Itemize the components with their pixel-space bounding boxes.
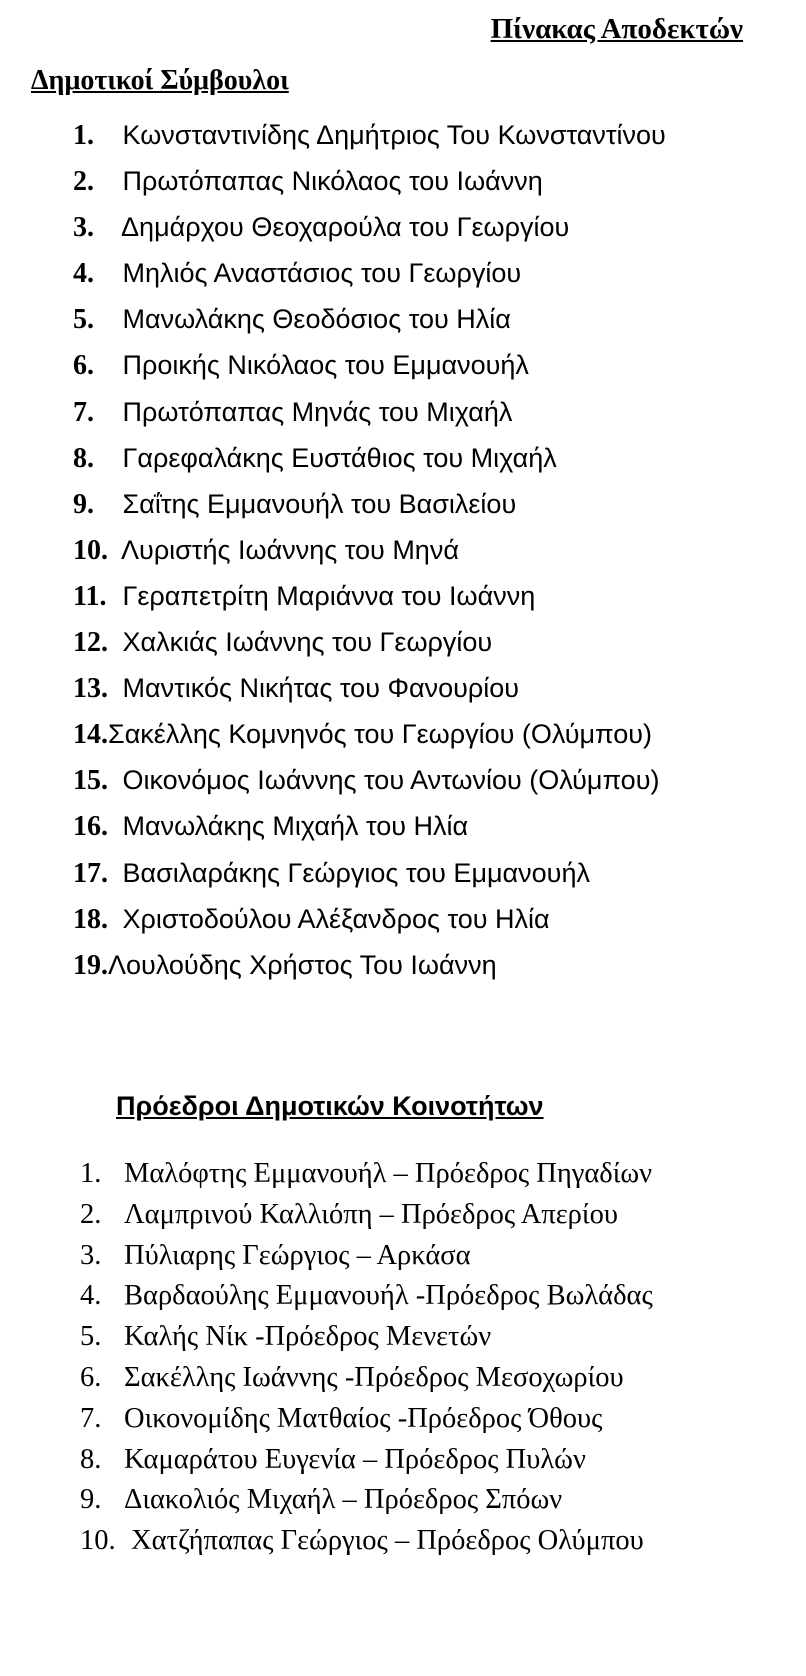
item-number: 3.: [80, 1239, 102, 1271]
list-item: [73, 204, 666, 250]
item-number: 16.: [73, 811, 108, 843]
item-text: Κωνσταντινίδης Δημήτριος Του Κωνσταντίνου: [122, 120, 666, 150]
item-text: Σακέλλης Κομνηνός του Γεωργίου (Ολύμπου): [108, 719, 653, 750]
item-text: Σαΐτης Εμμανουήλ του Βασιλείου: [122, 488, 517, 519]
item-text: Λυριστής Ιωάννης του Μηνά: [121, 534, 459, 565]
item-text: Μαλόφτης Εμμανουήλ – Πρόεδρος Πηγαδίων: [124, 1158, 653, 1189]
list-item: [73, 342, 666, 388]
list-item: [80, 1275, 653, 1316]
item-number: 19.: [73, 949, 108, 981]
list-item: [80, 1316, 653, 1357]
item-number: 11.: [73, 580, 107, 612]
item-number: 14.: [73, 719, 108, 751]
item-text: Βασιλαράκης Γεώργιος του Εμμανουήλ: [122, 857, 590, 888]
list-item: [80, 1235, 653, 1276]
item-number: 6.: [80, 1361, 102, 1393]
item-text: Μανωλάκης Θεοδόσιος του Ηλία: [122, 304, 511, 335]
item-text: Γαρεφαλάκης Ευστάθιος του Μιχαήλ: [122, 442, 557, 473]
list-item: [73, 527, 666, 573]
item-text: Χαλκιάς Ιωάννης του Γεωργίου: [122, 627, 493, 658]
item-number: 2.: [73, 166, 94, 198]
item-text: Λαμπρινού Καλλιόπη – Πρόεδρος Απερίου: [124, 1198, 618, 1230]
item-text: Μηλιός Αναστάσιος του Γεωργίου: [122, 258, 522, 289]
list-item: [80, 1153, 653, 1194]
item-number: 1.: [80, 1158, 102, 1189]
list-item: [73, 250, 666, 296]
list-item: [73, 757, 666, 803]
item-text: Χατζήπαπας Γεώργιος – Πρόεδρος Ολύμπου: [131, 1525, 644, 1557]
item-number: 4.: [80, 1280, 102, 1312]
item-text: Λουλούδης Χρήστος Του Ιωάννη: [108, 949, 497, 980]
item-number: 5.: [73, 304, 94, 336]
item-text: Πύλιαρης Γεώργιος – Αρκάσα: [124, 1239, 471, 1271]
list-item: [73, 619, 666, 665]
item-text: Μανωλάκης Μιχαήλ του Ηλία: [122, 811, 469, 842]
item-text: Οικονομίδης Ματθαίος -Πρόεδρος Όθους: [124, 1402, 603, 1434]
list-item: [80, 1479, 653, 1520]
item-text: Χριστοδούλου Αλέξανδρος του Ηλία: [122, 903, 550, 934]
item-number: 7.: [73, 396, 94, 428]
list-item: [73, 896, 666, 942]
item-number: 17.: [73, 857, 108, 889]
item-number: 10.: [73, 534, 108, 566]
list-item: [73, 296, 666, 342]
item-text: Γεραπετρίτη Μαριάννα του Ιωάννη: [122, 580, 536, 611]
list-item: [73, 158, 666, 204]
list-item: [73, 711, 666, 757]
item-number: 3.: [73, 212, 94, 244]
item-number: 4.: [73, 258, 94, 290]
list-item: [80, 1194, 653, 1235]
council-members-list: [73, 112, 666, 988]
list-item: [73, 389, 666, 435]
item-text: Πρωτόπαπας Μηνάς του Μιχαήλ: [122, 396, 513, 427]
list-item: [80, 1520, 653, 1561]
item-number: 8.: [73, 442, 94, 474]
item-number: 18.: [73, 903, 108, 935]
document-title: Πίνακας Αποδεκτών: [490, 13, 743, 45]
item-text: Δημάρχου Θεοχαρούλα του Γεωργίου: [121, 212, 570, 243]
section-title-council-members: Δημοτικοί Σύμβουλοι: [31, 65, 289, 96]
list-item: [73, 850, 666, 896]
item-number: 6.: [73, 350, 94, 382]
item-text: Διακολιός Μιχαήλ – Πρόεδρος Σπόων: [124, 1484, 563, 1516]
item-number: 7.: [80, 1402, 102, 1434]
item-text: Προικής Νικόλαος του Εμμανουήλ: [122, 350, 529, 381]
item-text: Καλής Νίκ -Πρόεδρος Μενετών: [124, 1321, 492, 1353]
item-number: 5.: [80, 1321, 102, 1353]
list-item: [73, 573, 666, 619]
community-presidents-list: [80, 1153, 653, 1561]
list-item: [80, 1439, 653, 1480]
item-number: 9.: [80, 1484, 102, 1516]
item-text: Πρωτόπαπας Νικόλαος του Ιωάννη: [122, 166, 543, 197]
section-title-community-presidents: Πρόεδροι Δημοτικών Κοινοτήτων: [116, 1091, 544, 1121]
list-item: [73, 112, 666, 158]
item-number: 8.: [80, 1443, 102, 1475]
list-item: [73, 481, 666, 527]
item-number: 2.: [80, 1198, 102, 1230]
item-number: 12.: [73, 627, 108, 659]
item-text: Οικονόμος Ιωάννης του Αντωνίου (Ολύμπου): [122, 765, 660, 796]
item-text: Σακέλλης Ιωάννης -Πρόεδρος Μεσοχωρίου: [124, 1361, 624, 1393]
item-text: Μαντικός Νικήτας του Φανουρίου: [122, 673, 520, 704]
item-number: 9.: [73, 488, 94, 520]
item-number: 15.: [73, 765, 108, 797]
list-item: [73, 435, 666, 481]
item-text: Βαρδαούλης Εμμανουήλ -Πρόεδρος Βωλάδας: [124, 1280, 653, 1312]
list-item: [80, 1398, 653, 1439]
item-number: 10.: [80, 1525, 116, 1557]
list-item: [73, 942, 666, 988]
item-text: Καμαράτου Ευγενία – Πρόεδρος Πυλών: [124, 1443, 586, 1475]
list-item: [73, 803, 666, 849]
item-number: 1.: [73, 120, 94, 151]
list-item: [73, 665, 666, 711]
item-number: 13.: [73, 673, 108, 705]
list-item: [80, 1357, 653, 1398]
